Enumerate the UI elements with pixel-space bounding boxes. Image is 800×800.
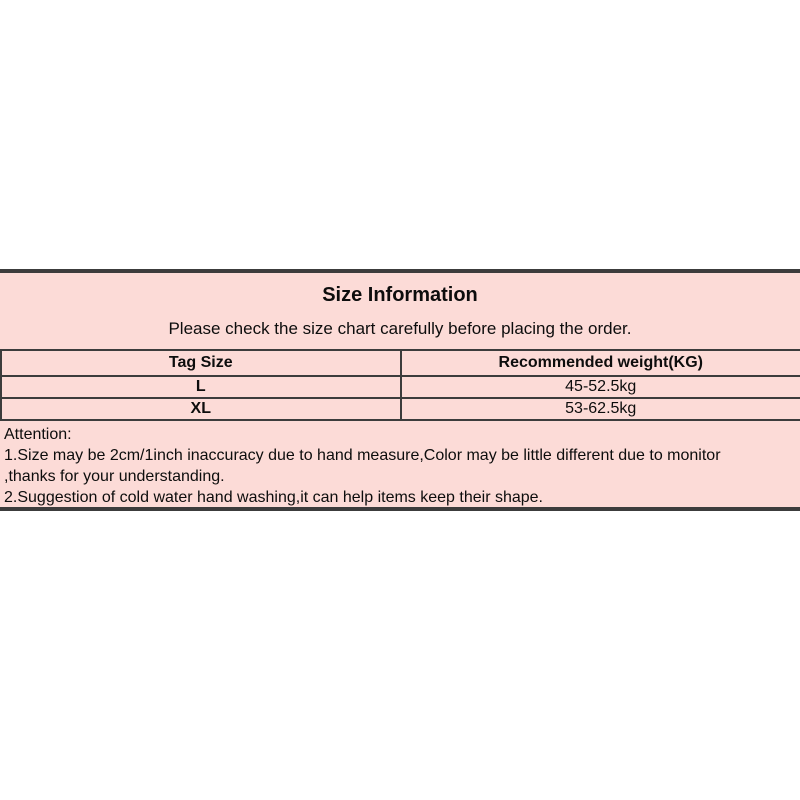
header-cell-tag-size: Tag Size	[1, 350, 401, 376]
attention-block	[0, 421, 800, 508]
table-row	[1, 376, 800, 398]
attention-line: 2.Suggestion of cold water hand washing,it can help items keep their shape.	[4, 489, 543, 506]
weight-cell: 45-52.5kg	[401, 376, 800, 398]
tag-size-cell: L	[1, 376, 401, 398]
header-cell-weight: Recommended weight(KG)	[401, 350, 800, 376]
attention-line: 1.Size may be 2cm/1inch inaccuracy due to hand measure,Color may be little different due to monitor	[4, 447, 721, 464]
table-row	[1, 398, 800, 420]
size-info-title: Size Information	[322, 284, 478, 306]
attention-line: ,thanks for your understanding.	[4, 468, 225, 485]
tag-size-cell: XL	[1, 398, 401, 420]
table-header-row	[1, 350, 800, 376]
size-info-panel	[0, 269, 800, 511]
size-info-subtitle: Please check the size chart carefully before placing the order.	[168, 319, 632, 338]
attention-title: Attention:	[4, 426, 72, 443]
weight-cell: 53-62.5kg	[401, 398, 800, 420]
size-table	[0, 349, 800, 421]
panel-bottom-rule	[0, 507, 800, 508]
